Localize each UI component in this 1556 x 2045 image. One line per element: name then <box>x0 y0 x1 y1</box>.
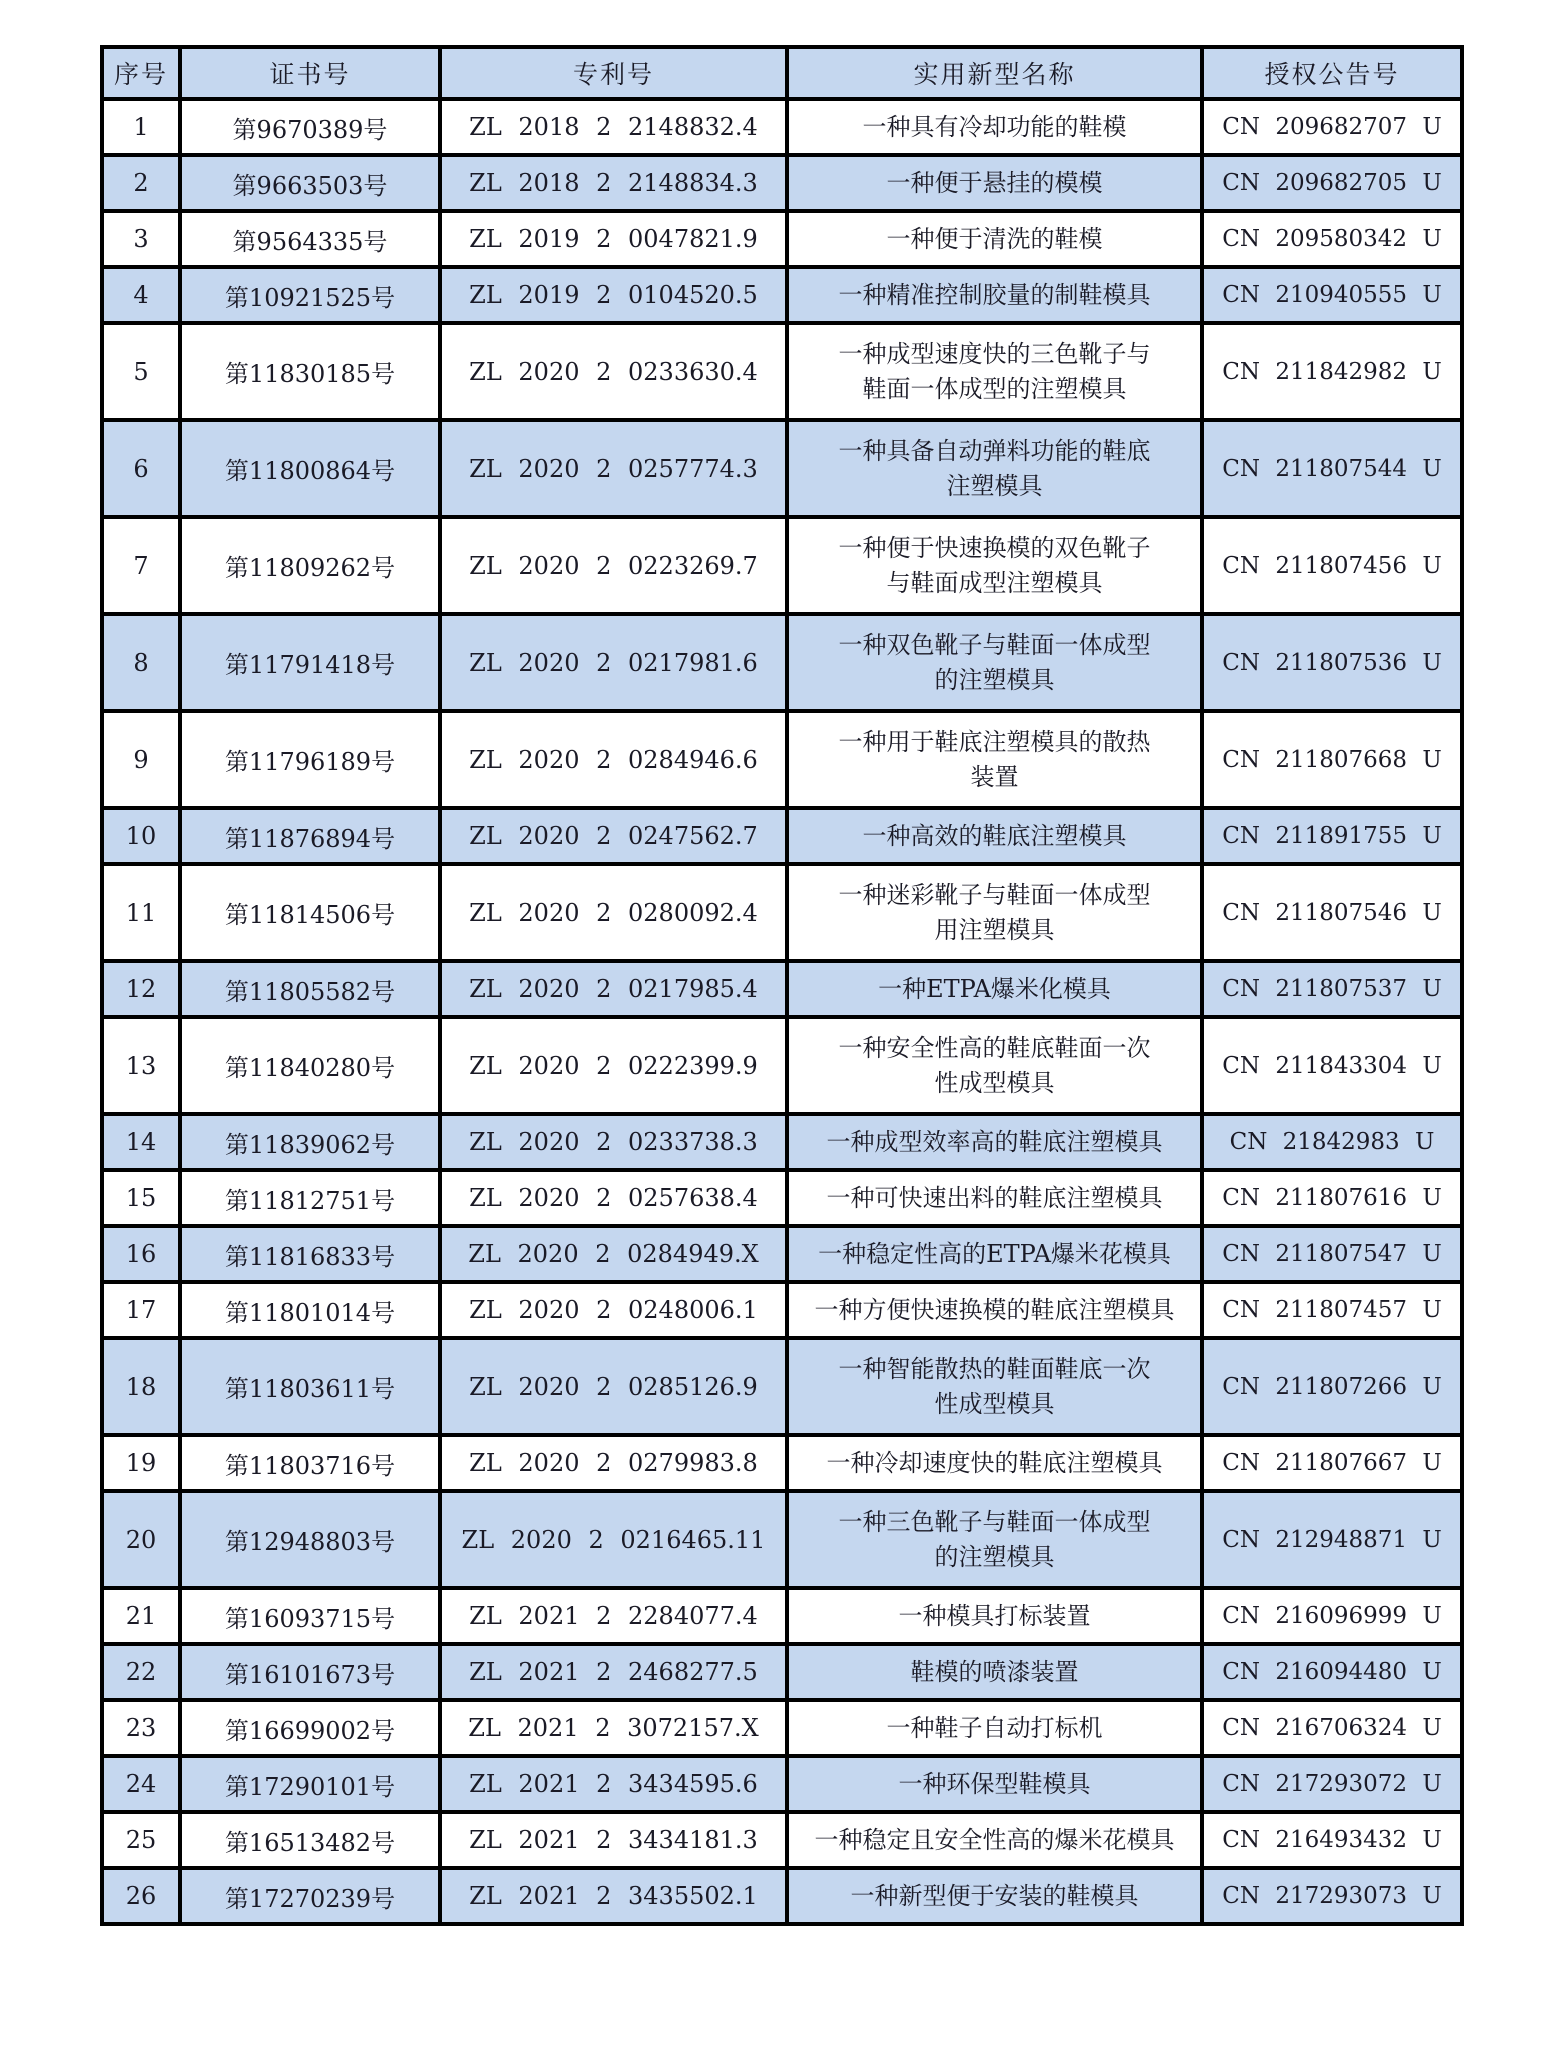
cell-publication: CN 211807536 U <box>1202 614 1462 711</box>
cell-patent: ZL 2021 2 3435502.1 <box>440 1868 787 1924</box>
cell-serial: 12 <box>102 961 180 1017</box>
cell-name: 一种具有冷却功能的鞋模 <box>787 99 1202 155</box>
cell-certificate: 第10921525号 <box>180 267 440 323</box>
cell-serial: 24 <box>102 1756 180 1812</box>
cell-name: 一种方便快速换模的鞋底注塑模具 <box>787 1282 1202 1338</box>
cell-name: 一种ETPA爆米化模具 <box>787 961 1202 1017</box>
table-row <box>102 1282 1462 1338</box>
cell-certificate: 第11805582号 <box>180 961 440 1017</box>
cell-name: 一种稳定且安全性高的爆米花模具 <box>787 1812 1202 1868</box>
cell-serial: 15 <box>102 1170 180 1226</box>
column-header-serial: 序号 <box>102 47 180 99</box>
table-row <box>102 711 1462 808</box>
cell-serial: 3 <box>102 211 180 267</box>
cell-serial: 22 <box>102 1644 180 1700</box>
cell-name: 一种新型便于安装的鞋模具 <box>787 1868 1202 1924</box>
cell-name: 鞋模的喷漆装置 <box>787 1644 1202 1700</box>
table-row <box>102 808 1462 864</box>
cell-publication: CN 209580342 U <box>1202 211 1462 267</box>
cell-certificate: 第11812751号 <box>180 1170 440 1226</box>
cell-patent: ZL 2020 2 0222399.9 <box>440 1017 787 1114</box>
table-row <box>102 1812 1462 1868</box>
cell-serial: 17 <box>102 1282 180 1338</box>
cell-serial: 16 <box>102 1226 180 1282</box>
cell-serial: 21 <box>102 1588 180 1644</box>
cell-patent: ZL 2018 2 2148832.4 <box>440 99 787 155</box>
cell-serial: 13 <box>102 1017 180 1114</box>
cell-serial: 18 <box>102 1338 180 1435</box>
cell-serial: 20 <box>102 1491 180 1588</box>
cell-certificate: 第11791418号 <box>180 614 440 711</box>
cell-name: 一种安全性高的鞋底鞋面一次 性成型模具 <box>787 1017 1202 1114</box>
cell-patent: ZL 2020 2 0217985.4 <box>440 961 787 1017</box>
cell-publication: CN 209682705 U <box>1202 155 1462 211</box>
table-row <box>102 99 1462 155</box>
cell-serial: 6 <box>102 420 180 517</box>
cell-patent: ZL 2019 2 0047821.9 <box>440 211 787 267</box>
table-row <box>102 864 1462 961</box>
cell-name: 一种具备自动弹料功能的鞋底 注塑模具 <box>787 420 1202 517</box>
cell-patent: ZL 2020 2 0216465.11 <box>440 1491 787 1588</box>
cell-patent: ZL 2020 2 0233630.4 <box>440 323 787 420</box>
cell-publication: CN 211807668 U <box>1202 711 1462 808</box>
table-row <box>102 1435 1462 1491</box>
cell-publication: CN 212948871 U <box>1202 1491 1462 1588</box>
cell-name: 一种可快速出料的鞋底注塑模具 <box>787 1170 1202 1226</box>
cell-name: 一种便于快速换模的双色靴子 与鞋面成型注塑模具 <box>787 517 1202 614</box>
cell-publication: CN 217293072 U <box>1202 1756 1462 1812</box>
cell-name: 一种智能散热的鞋面鞋底一次 性成型模具 <box>787 1338 1202 1435</box>
cell-publication: CN 211807537 U <box>1202 961 1462 1017</box>
table-row <box>102 961 1462 1017</box>
cell-certificate: 第11796189号 <box>180 711 440 808</box>
cell-serial: 4 <box>102 267 180 323</box>
table-row <box>102 155 1462 211</box>
column-header-publication: 授权公告号 <box>1202 47 1462 99</box>
cell-publication: CN 210940555 U <box>1202 267 1462 323</box>
table-row <box>102 1226 1462 1282</box>
table-row <box>102 420 1462 517</box>
cell-serial: 8 <box>102 614 180 711</box>
table-row <box>102 1170 1462 1226</box>
table-row <box>102 614 1462 711</box>
cell-serial: 11 <box>102 864 180 961</box>
cell-certificate: 第17290101号 <box>180 1756 440 1812</box>
cell-publication: CN 216493432 U <box>1202 1812 1462 1868</box>
cell-patent: ZL 2020 2 0217981.6 <box>440 614 787 711</box>
cell-patent: ZL 2020 2 0284946.6 <box>440 711 787 808</box>
cell-certificate: 第9670389号 <box>180 99 440 155</box>
cell-serial: 9 <box>102 711 180 808</box>
cell-serial: 2 <box>102 155 180 211</box>
cell-name: 一种便于清洗的鞋模 <box>787 211 1202 267</box>
cell-certificate: 第11803611号 <box>180 1338 440 1435</box>
cell-certificate: 第16513482号 <box>180 1812 440 1868</box>
cell-patent: ZL 2020 2 0284949.X <box>440 1226 787 1282</box>
cell-publication: CN 211807544 U <box>1202 420 1462 517</box>
cell-certificate: 第16093715号 <box>180 1588 440 1644</box>
cell-name: 一种精准控制胶量的制鞋模具 <box>787 267 1202 323</box>
table-row <box>102 1756 1462 1812</box>
cell-publication: CN 211891755 U <box>1202 808 1462 864</box>
cell-name: 一种鞋子自动打标机 <box>787 1700 1202 1756</box>
cell-patent: ZL 2020 2 0257774.3 <box>440 420 787 517</box>
table-row <box>102 211 1462 267</box>
cell-patent: ZL 2021 2 2468277.5 <box>440 1644 787 1700</box>
cell-publication: CN 216094480 U <box>1202 1644 1462 1700</box>
cell-name: 一种冷却速度快的鞋底注塑模具 <box>787 1435 1202 1491</box>
cell-name: 一种成型效率高的鞋底注塑模具 <box>787 1114 1202 1170</box>
cell-certificate: 第11800864号 <box>180 420 440 517</box>
cell-certificate: 第11814506号 <box>180 864 440 961</box>
cell-name: 一种三色靴子与鞋面一体成型 的注塑模具 <box>787 1491 1202 1588</box>
patent-table <box>100 45 1464 1926</box>
table-row <box>102 1868 1462 1924</box>
cell-publication: CN 211807616 U <box>1202 1170 1462 1226</box>
cell-certificate: 第11839062号 <box>180 1114 440 1170</box>
cell-publication: CN 211807546 U <box>1202 864 1462 961</box>
cell-patent: ZL 2021 2 3434595.6 <box>440 1756 787 1812</box>
cell-serial: 10 <box>102 808 180 864</box>
cell-name: 一种用于鞋底注塑模具的散热 装置 <box>787 711 1202 808</box>
cell-serial: 5 <box>102 323 180 420</box>
cell-certificate: 第11830185号 <box>180 323 440 420</box>
header-row <box>102 47 1462 99</box>
cell-certificate: 第11840280号 <box>180 1017 440 1114</box>
cell-certificate: 第11809262号 <box>180 517 440 614</box>
cell-patent: ZL 2020 2 0280092.4 <box>440 864 787 961</box>
cell-publication: CN 211807667 U <box>1202 1435 1462 1491</box>
cell-patent: ZL 2021 2 3072157.X <box>440 1700 787 1756</box>
cell-serial: 1 <box>102 99 180 155</box>
cell-serial: 7 <box>102 517 180 614</box>
cell-name: 一种环保型鞋模具 <box>787 1756 1202 1812</box>
cell-publication: CN 216096999 U <box>1202 1588 1462 1644</box>
cell-name: 一种迷彩靴子与鞋面一体成型 用注塑模具 <box>787 864 1202 961</box>
table-row <box>102 1491 1462 1588</box>
cell-publication: CN 211843304 U <box>1202 1017 1462 1114</box>
cell-name: 一种稳定性高的ETPA爆米花模具 <box>787 1226 1202 1282</box>
cell-publication: CN 211842982 U <box>1202 323 1462 420</box>
column-header-patent: 专利号 <box>440 47 787 99</box>
table-row <box>102 1700 1462 1756</box>
table-row <box>102 1338 1462 1435</box>
cell-patent: ZL 2020 2 0285126.9 <box>440 1338 787 1435</box>
table-row <box>102 517 1462 614</box>
cell-certificate: 第16101673号 <box>180 1644 440 1700</box>
cell-certificate: 第11876894号 <box>180 808 440 864</box>
column-header-name: 实用新型名称 <box>787 47 1202 99</box>
cell-certificate: 第12948803号 <box>180 1491 440 1588</box>
cell-certificate: 第9564335号 <box>180 211 440 267</box>
table-row <box>102 323 1462 420</box>
cell-name: 一种双色靴子与鞋面一体成型 的注塑模具 <box>787 614 1202 711</box>
cell-publication: CN 209682707 U <box>1202 99 1462 155</box>
cell-name: 一种模具打标装置 <box>787 1588 1202 1644</box>
cell-publication: CN 21842983 U <box>1202 1114 1462 1170</box>
cell-patent: ZL 2020 2 0248006.1 <box>440 1282 787 1338</box>
cell-serial: 26 <box>102 1868 180 1924</box>
cell-patent: ZL 2021 2 2284077.4 <box>440 1588 787 1644</box>
cell-publication: CN 216706324 U <box>1202 1700 1462 1756</box>
cell-patent: ZL 2021 2 3434181.3 <box>440 1812 787 1868</box>
cell-certificate: 第11801014号 <box>180 1282 440 1338</box>
cell-serial: 23 <box>102 1700 180 1756</box>
cell-certificate: 第9663503号 <box>180 155 440 211</box>
table-row <box>102 1644 1462 1700</box>
cell-publication: CN 211807266 U <box>1202 1338 1462 1435</box>
cell-publication: CN 211807456 U <box>1202 517 1462 614</box>
table-row <box>102 267 1462 323</box>
cell-patent: ZL 2019 2 0104520.5 <box>440 267 787 323</box>
cell-patent: ZL 2020 2 0233738.3 <box>440 1114 787 1170</box>
table-row <box>102 1114 1462 1170</box>
cell-patent: ZL 2018 2 2148834.3 <box>440 155 787 211</box>
cell-publication: CN 217293073 U <box>1202 1868 1462 1924</box>
cell-serial: 19 <box>102 1435 180 1491</box>
cell-certificate: 第11803716号 <box>180 1435 440 1491</box>
table-row <box>102 1588 1462 1644</box>
cell-publication: CN 211807457 U <box>1202 1282 1462 1338</box>
cell-certificate: 第16699002号 <box>180 1700 440 1756</box>
table-row <box>102 1017 1462 1114</box>
cell-certificate: 第17270239号 <box>180 1868 440 1924</box>
cell-patent: ZL 2020 2 0257638.4 <box>440 1170 787 1226</box>
cell-patent: ZL 2020 2 0279983.8 <box>440 1435 787 1491</box>
cell-serial: 25 <box>102 1812 180 1868</box>
cell-name: 一种成型速度快的三色靴子与 鞋面一体成型的注塑模具 <box>787 323 1202 420</box>
cell-patent: ZL 2020 2 0223269.7 <box>440 517 787 614</box>
cell-certificate: 第11816833号 <box>180 1226 440 1282</box>
column-header-certificate: 证书号 <box>180 47 440 99</box>
cell-name: 一种高效的鞋底注塑模具 <box>787 808 1202 864</box>
cell-name: 一种便于悬挂的模模 <box>787 155 1202 211</box>
cell-patent: ZL 2020 2 0247562.7 <box>440 808 787 864</box>
cell-serial: 14 <box>102 1114 180 1170</box>
cell-publication: CN 211807547 U <box>1202 1226 1462 1282</box>
